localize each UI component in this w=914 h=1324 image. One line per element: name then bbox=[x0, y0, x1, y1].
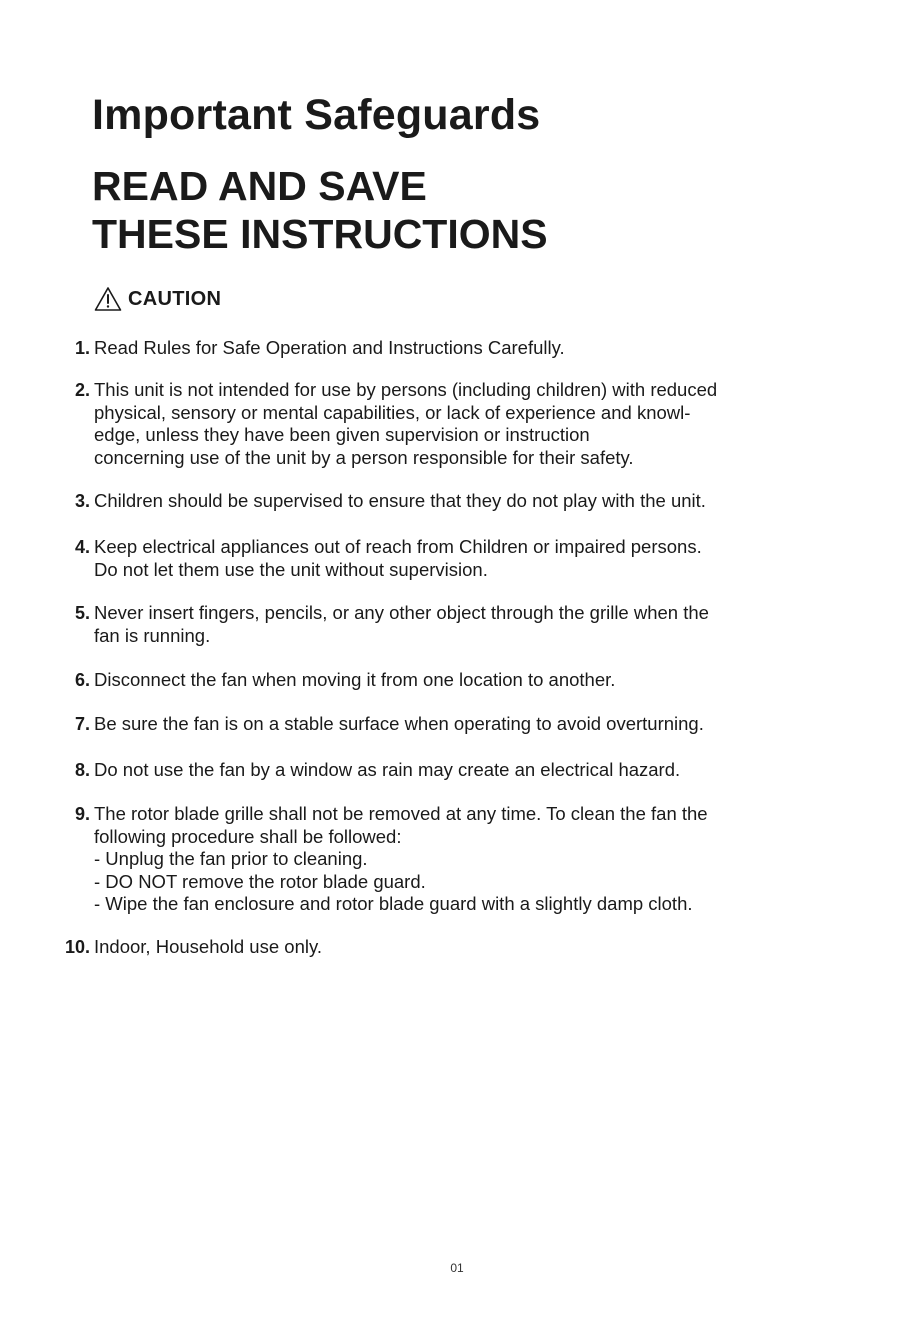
rule-line: fan is running. bbox=[94, 624, 211, 646]
rule-line: This unit is not intended for use by persons (including children) with reduced bbox=[94, 379, 718, 400]
headline-line-2: THESE INSTRUCTIONS bbox=[92, 211, 548, 257]
rule-line: following procedure shall be followed: bbox=[94, 825, 402, 847]
rule-line: Do not use the fan by a window as rain may create an electrical hazard. bbox=[94, 759, 681, 780]
rule-text bbox=[94, 759, 854, 782]
rule-text bbox=[94, 337, 854, 360]
headline-line-1: READ AND SAVE bbox=[92, 163, 427, 209]
read-and-save-heading bbox=[92, 162, 548, 258]
rule-line: Be sure the fan is on a stable surface when operating to avoid overturning. bbox=[94, 713, 704, 734]
rule-number: 4. bbox=[74, 537, 90, 557]
rule-text bbox=[94, 602, 854, 647]
rule-number: 5. bbox=[74, 603, 90, 623]
rule-text bbox=[94, 669, 854, 692]
rule-text bbox=[94, 379, 854, 469]
rule-line: - Wipe the fan enclosure and rotor blade guard with a slightly damp cloth. bbox=[94, 893, 693, 914]
warning-triangle-icon bbox=[94, 286, 122, 312]
rule-text bbox=[94, 490, 854, 513]
rule-number: 7. bbox=[74, 714, 90, 734]
rule-number: 3. bbox=[74, 491, 90, 511]
page-title: Important Safeguards bbox=[92, 91, 541, 139]
rule-line: concerning use of the unit by a person responsible for their safety. bbox=[94, 446, 634, 468]
rule-line: Indoor, Household use only. bbox=[94, 936, 322, 957]
rule-text bbox=[94, 803, 854, 916]
rule-line: The rotor blade grille shall not be removed at any time. To clean the fan the bbox=[94, 803, 708, 824]
caution-header bbox=[94, 284, 221, 314]
rule-line: Keep electrical appliances out of reach from Children or impaired persons. bbox=[94, 536, 702, 557]
rule-number: 8. bbox=[74, 760, 90, 780]
rule-number: 6. bbox=[74, 670, 90, 690]
page-number: 01 bbox=[450, 1261, 464, 1275]
rule-line: edge, unless they have been given supervision or instruction bbox=[94, 424, 590, 445]
rule-number: 2. bbox=[74, 380, 90, 400]
rule-number: 10. bbox=[64, 937, 90, 957]
rule-text bbox=[94, 713, 854, 736]
rule-line: Disconnect the fan when moving it from one location to another. bbox=[94, 669, 616, 690]
rule-line: - DO NOT remove the rotor blade guard. bbox=[94, 870, 426, 892]
rule-line: Never insert fingers, pencils, or any other object through the grille when the bbox=[94, 602, 709, 623]
rule-line: physical, sensory or mental capabilities, or lack of experience and knowl- bbox=[94, 401, 691, 423]
rule-number: 1. bbox=[74, 338, 90, 358]
rule-number: 9. bbox=[74, 804, 90, 824]
rule-text bbox=[94, 536, 854, 581]
rule-line: Read Rules for Safe Operation and Instructions Carefully. bbox=[94, 337, 565, 358]
rule-line: Children should be supervised to ensure that they do not play with the unit. bbox=[94, 490, 706, 511]
rule-text bbox=[94, 936, 854, 959]
rule-line: - Unplug the fan prior to cleaning. bbox=[94, 848, 368, 869]
caution-label: CAUTION bbox=[128, 287, 222, 310]
rule-line: Do not let them use the unit without supervision. bbox=[94, 558, 488, 580]
